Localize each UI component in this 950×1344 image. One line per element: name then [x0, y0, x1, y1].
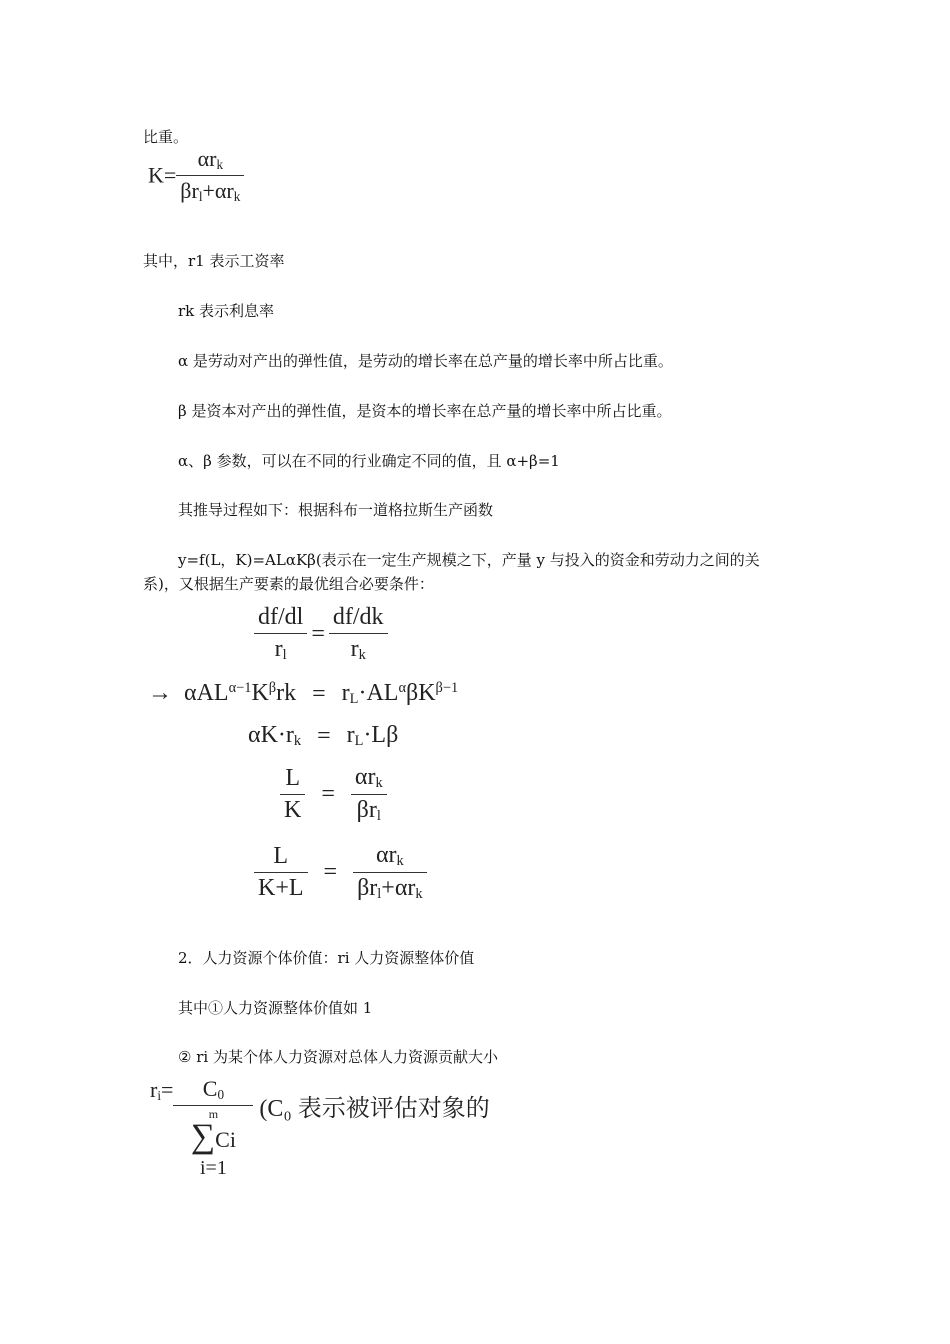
text-line-6: α、β 参数，可以在不同的行业确定不同的值，且 α+β=1 — [178, 452, 560, 470]
text-line-11: ② ri 为某个体人力资源对总体人力资源贡献大小 — [178, 1048, 498, 1066]
text-line-1: 比重。 — [143, 128, 189, 146]
formula-ri: $r_i=$ $C_0$ m ∑Ci i=1 (C₀ 表示被评估对象的 — [150, 1076, 490, 1179]
text-line-10: 其中①人力资源整体价值如 1 — [178, 999, 373, 1017]
text-line-8a: y=f(L，K)=ALαKβ(表示在一定生产规模之下，产量 y 与投入的资金和劳动力之间的关 — [178, 551, 760, 569]
text-line-8b: 系)，又根据生产要素的最优组合必要条件： — [143, 575, 434, 593]
formula-ri-tail: (C₀ 表示被评估对象的 — [259, 1096, 490, 1122]
formula-derivation-4: $\frac{L}{K}$ = $\frac{\alpha r_k}{\beta r_l}$ — [280, 764, 387, 825]
formula-k-ratio: K= $\frac{\alpha r_k}{\beta r_l+\alpha r_k}$ — [148, 146, 244, 205]
arrow-icon: → — [148, 680, 172, 706]
formula-derivation-3: $\alpha K\cdot r_k = r_L\cdot L\beta$ — [248, 722, 399, 749]
formula-derivation-5: $\frac{L}{K+L}$ = $\frac{\alpha r_k}{\beta r_l+\alpha r_k}$ — [254, 842, 427, 903]
text-line-4: α 是劳动对产出的弹性值，是劳动的增长率在总产量的增长率中所占比重。 — [178, 352, 673, 370]
formula-derivation-1: $\frac{df/dl}{r_l}$ = $\frac{df/dk}{r_k}$ — [254, 604, 388, 664]
text-line-7: 其推导过程如下：根据科布一道格拉斯生产函数 — [178, 501, 494, 519]
text-line-2: 其中，r1 表示工资率 — [143, 252, 285, 270]
formula-derivation-2: → $\alpha AL^{\alpha-1}K^\beta rk = r_L\cdot AL^\alpha\beta K^{\beta-1}$ — [148, 680, 459, 707]
text-line-3: rk 表示利息率 — [178, 302, 275, 320]
text-line-5: β 是资本对产出的弹性值，是资本的增长率在总产量的增长率中所占比重。 — [178, 402, 672, 420]
text-line-9: 2．人力资源个体价值：ri 人力资源整体价值 — [178, 949, 475, 967]
